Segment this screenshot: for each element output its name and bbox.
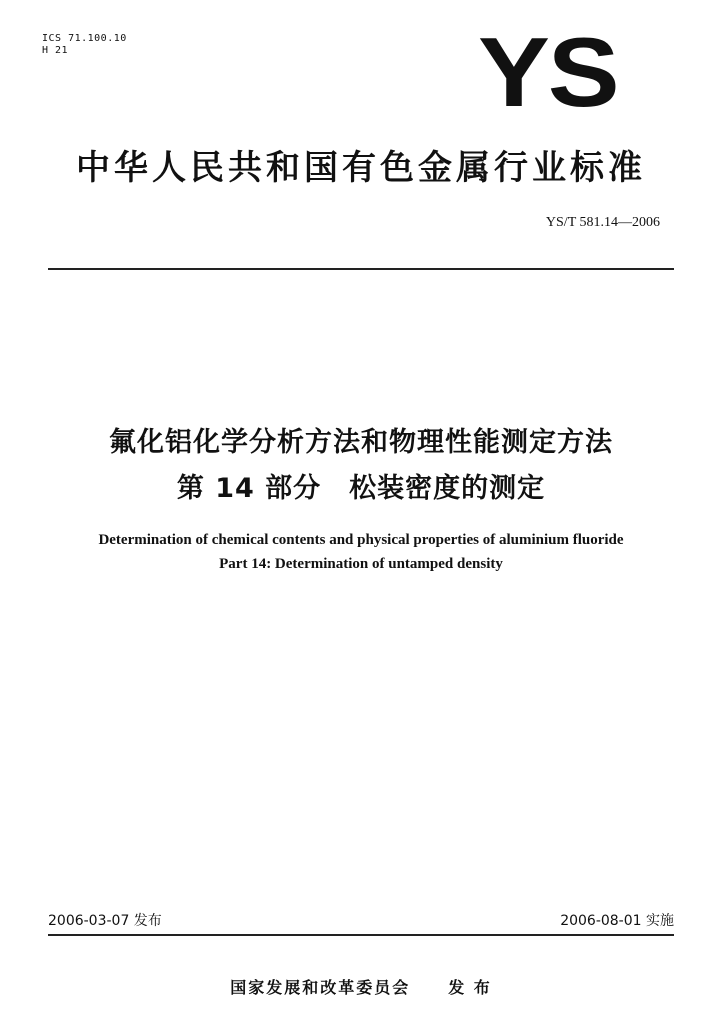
- ics-code: ICS 71.100.10: [42, 33, 127, 44]
- title-en-line1: Determination of chemical contents and physical properties of aluminium fluoride: [98, 532, 624, 548]
- issue-date: 2006-03-07 发布: [48, 913, 162, 929]
- issue-word: 发 布: [448, 978, 492, 997]
- issuer-name: 国家发展和改革委员会: [230, 978, 411, 997]
- header-divider: [48, 268, 674, 270]
- issuer-line: [0, 975, 722, 998]
- implement-date: 2006-08-01 实施: [560, 913, 674, 929]
- title-en-line2: Part 14: Determination of untamped density: [219, 556, 503, 572]
- footer-divider: [48, 934, 674, 936]
- ccs-code: H 21: [42, 45, 69, 56]
- classification-codes: [42, 33, 127, 57]
- organization-title: 中华人民共和国有色金属行业标准: [76, 148, 646, 188]
- standard-number: YS/T 581.14—2006: [545, 215, 660, 230]
- title-cn-line1: 氟化铝化学分析方法和物理性能测定方法: [109, 427, 613, 458]
- ys-logo: YS: [478, 17, 618, 127]
- title-cn-line2: 第 14 部分 松装密度的测定: [176, 473, 546, 504]
